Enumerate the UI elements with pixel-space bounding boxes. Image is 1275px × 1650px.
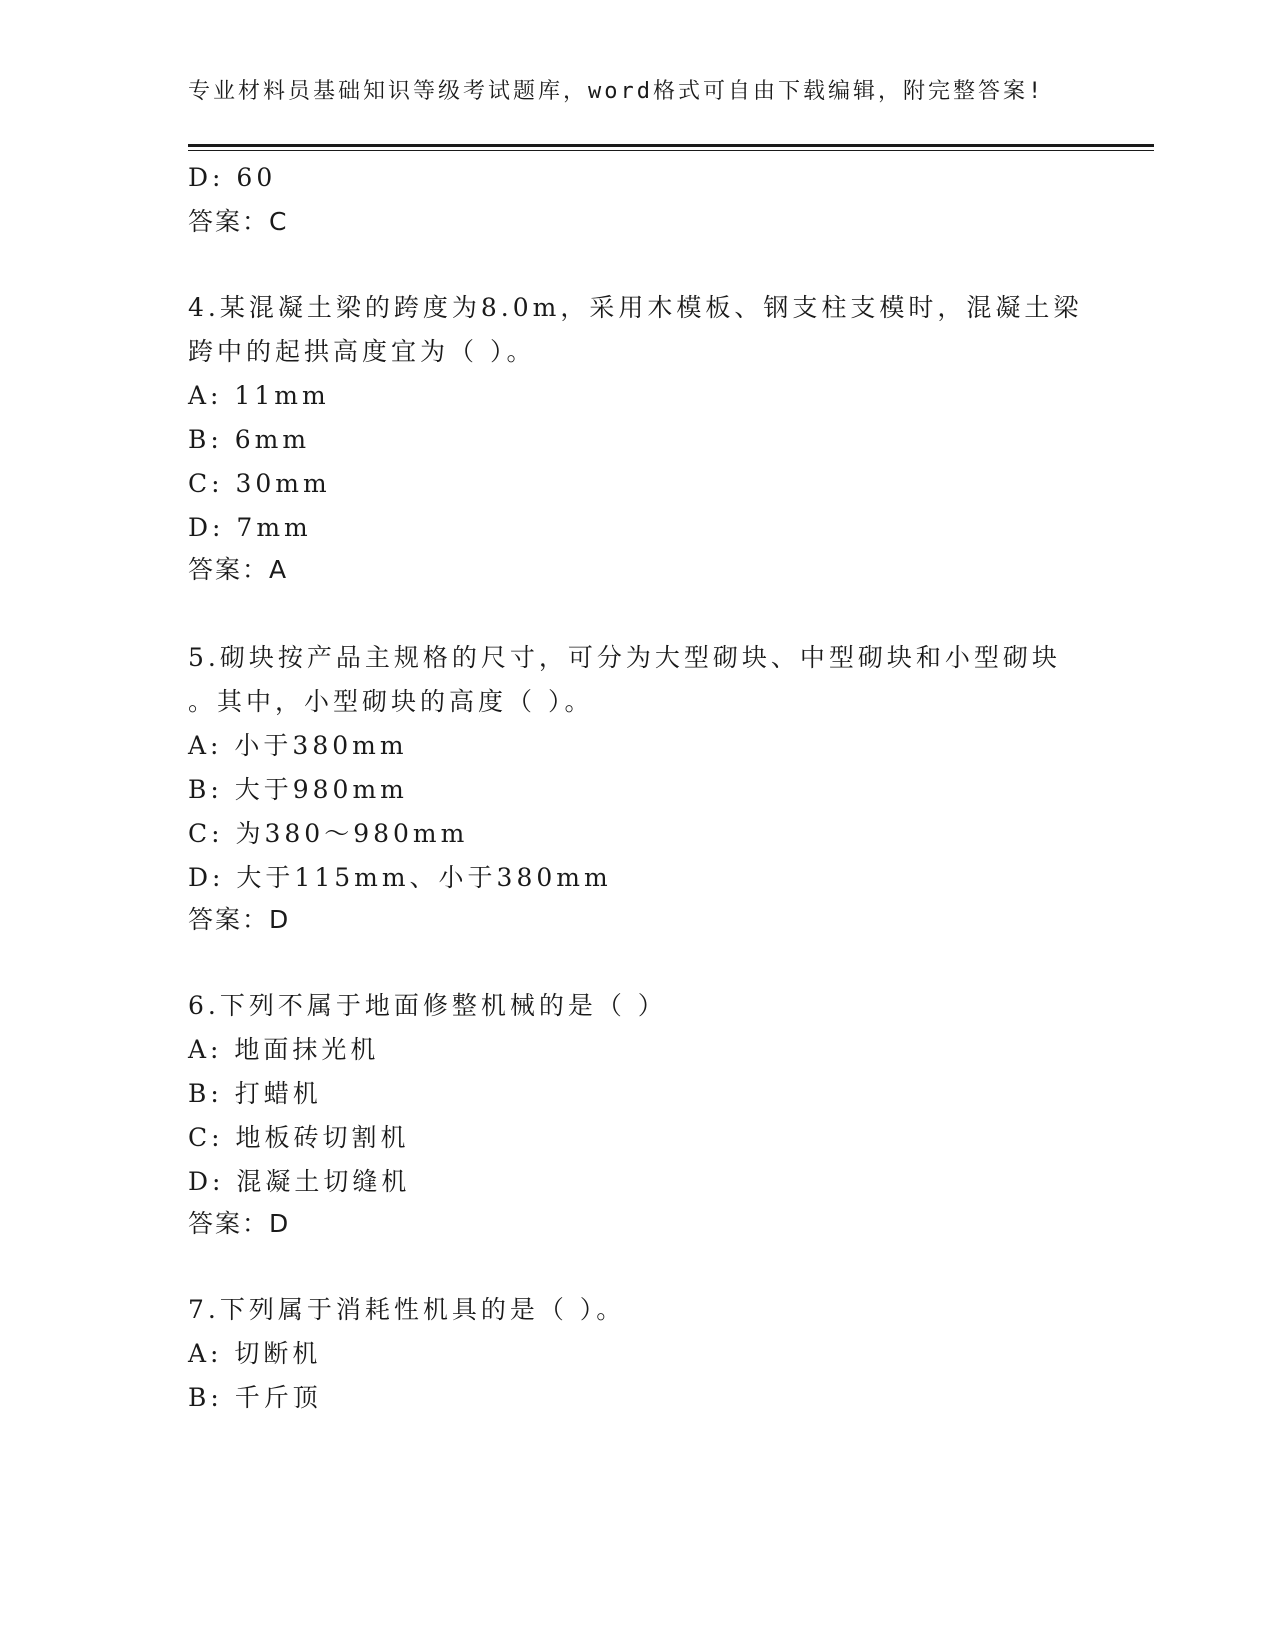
question-6-option-c: C: 地板砖切割机 <box>188 1123 410 1152</box>
question-4-text-line2: 跨中的起拱高度宜为（ ）。 <box>188 337 536 366</box>
question-5-option-b: B: 大于980mm <box>188 775 408 804</box>
question-6-option-d: D: 混凝土切缝机 <box>188 1167 411 1196</box>
header-rule-thin <box>188 150 1154 151</box>
question-4-text-line1: 4.某混凝土梁的跨度为8.0m，采用木模板、钢支柱支模时，混凝土梁 <box>188 293 1083 322</box>
question-5-option-c: C: 为380～980mm <box>188 819 469 848</box>
prev-answer: 答案：C <box>188 207 289 236</box>
question-5-text-line1: 5.砌块按产品主规格的尺寸，可分为大型砌块、中型砌块和小型砌块 <box>188 643 1061 672</box>
page-header: 专业材料员基础知识等级考试题库，word格式可自由下载编辑，附完整答案! <box>188 79 1045 104</box>
question-5-text-line2: 。其中，小型砌块的高度（ ）。 <box>188 687 594 716</box>
prev-option-d: D: 60 <box>188 163 277 192</box>
question-4-option-c: C: 30mm <box>188 469 331 498</box>
header-rule-thick <box>188 144 1154 147</box>
question-6-option-a: A: 地面抹光机 <box>188 1035 380 1064</box>
question-7-option-b: B: 千斤顶 <box>188 1383 322 1412</box>
question-5-answer: 答案：D <box>188 905 291 934</box>
question-4-answer: 答案：A <box>188 555 289 584</box>
question-6-answer: 答案：D <box>188 1209 291 1238</box>
question-5-option-d: D: 大于115mm、小于380mm <box>188 863 612 892</box>
question-5-option-a: A: 小于380mm <box>188 731 408 760</box>
question-4-option-a: A: 11mm <box>188 381 330 410</box>
question-6-option-b: B: 打蜡机 <box>188 1079 322 1108</box>
question-4-option-d: D: 7mm <box>188 513 312 542</box>
question-7-option-a: A: 切断机 <box>188 1339 322 1368</box>
question-4-option-b: B: 6mm <box>188 425 311 454</box>
question-6-text-line1: 6.下列不属于地面修整机械的是（ ） <box>188 991 667 1020</box>
question-7-text-line1: 7.下列属于消耗性机具的是（ ）。 <box>188 1295 626 1324</box>
